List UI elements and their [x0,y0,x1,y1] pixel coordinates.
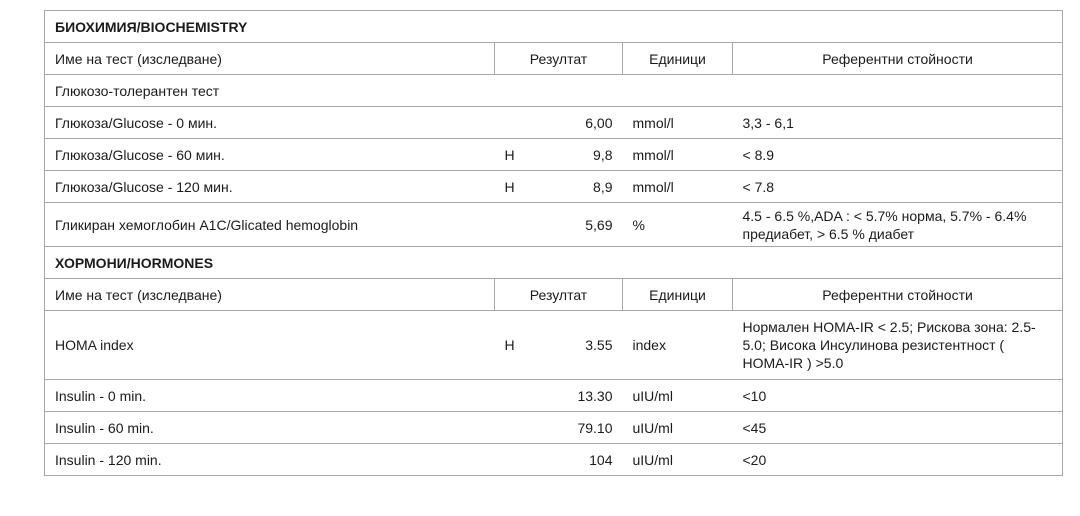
table-row [45,380,1063,412]
unit: % [623,203,733,247]
group-row [45,75,1063,107]
table-row [45,203,1063,247]
group-label: Глюкозо-толерантен тест [45,75,1063,107]
reference-range: < 7.8 [733,171,1063,203]
column-header-row [45,279,1063,311]
test-name: HOMA index [45,311,495,380]
result-value: 5,69 [553,203,623,247]
reference-range: <45 [733,412,1063,444]
table-row [45,107,1063,139]
flag [495,444,553,476]
test-name: Insulin - 0 min. [45,380,495,412]
reference-range: <20 [733,444,1063,476]
test-name: Гликиран хемоглобин A1C/Glicated hemoglobin [45,203,495,247]
table-row [45,171,1063,203]
lab-report-table [44,10,1063,476]
flag [495,107,553,139]
test-name: Insulin - 60 min. [45,412,495,444]
section-hormones [45,247,1063,279]
header-result: Резултат [495,43,623,75]
header-units: Единици [623,279,733,311]
test-name: Глюкоза/Glucose - 60 мин. [45,139,495,171]
table-row [45,139,1063,171]
test-name: Глюкоза/Glucose - 120 мин. [45,171,495,203]
unit: index [623,311,733,380]
flag: H [495,171,553,203]
section-title: ХОРМОНИ/HORMONES [45,247,1063,279]
test-name: Insulin - 120 min. [45,444,495,476]
flag: H [495,139,553,171]
result-value: 79.10 [553,412,623,444]
header-units: Единици [623,43,733,75]
unit: uIU/ml [623,380,733,412]
unit: mmol/l [623,171,733,203]
header-reference: Референтни стойности [733,279,1063,311]
section-title: БИОХИМИЯ/BIOCHEMISTRY [45,11,1063,43]
table-row [45,311,1063,380]
reference-range: Нормален HOMA-IR < 2.5; Рискова зона: 2.5-5.0; Висока Инсулинова резистентност ( HOMA-IR ) >5.0 [733,311,1063,380]
header-test-name: Име на тест (изследване) [45,43,495,75]
unit: mmol/l [623,139,733,171]
reference-range: 3,3 - 6,1 [733,107,1063,139]
result-value: 6,00 [553,107,623,139]
flag [495,412,553,444]
table-row [45,444,1063,476]
reference-range: 4.5 - 6.5 %,ADA : < 5.7% норма, 5.7% - 6.4% предиабет, > 6.5 % диабет [733,203,1063,247]
section-biochemistry [45,11,1063,43]
header-reference: Референтни стойности [733,43,1063,75]
result-value: 3.55 [553,311,623,380]
header-result: Резултат [495,279,623,311]
reference-range: <10 [733,380,1063,412]
unit: mmol/l [623,107,733,139]
flag: H [495,311,553,380]
unit: uIU/ml [623,444,733,476]
table-row [45,412,1063,444]
result-value: 13.30 [553,380,623,412]
result-value: 104 [553,444,623,476]
reference-range: < 8.9 [733,139,1063,171]
flag [495,203,553,247]
result-value: 9,8 [553,139,623,171]
test-name: Глюкоза/Glucose - 0 мин. [45,107,495,139]
unit: uIU/ml [623,412,733,444]
flag [495,380,553,412]
column-header-row [45,43,1063,75]
result-value: 8,9 [553,171,623,203]
header-test-name: Име на тест (изследване) [45,279,495,311]
